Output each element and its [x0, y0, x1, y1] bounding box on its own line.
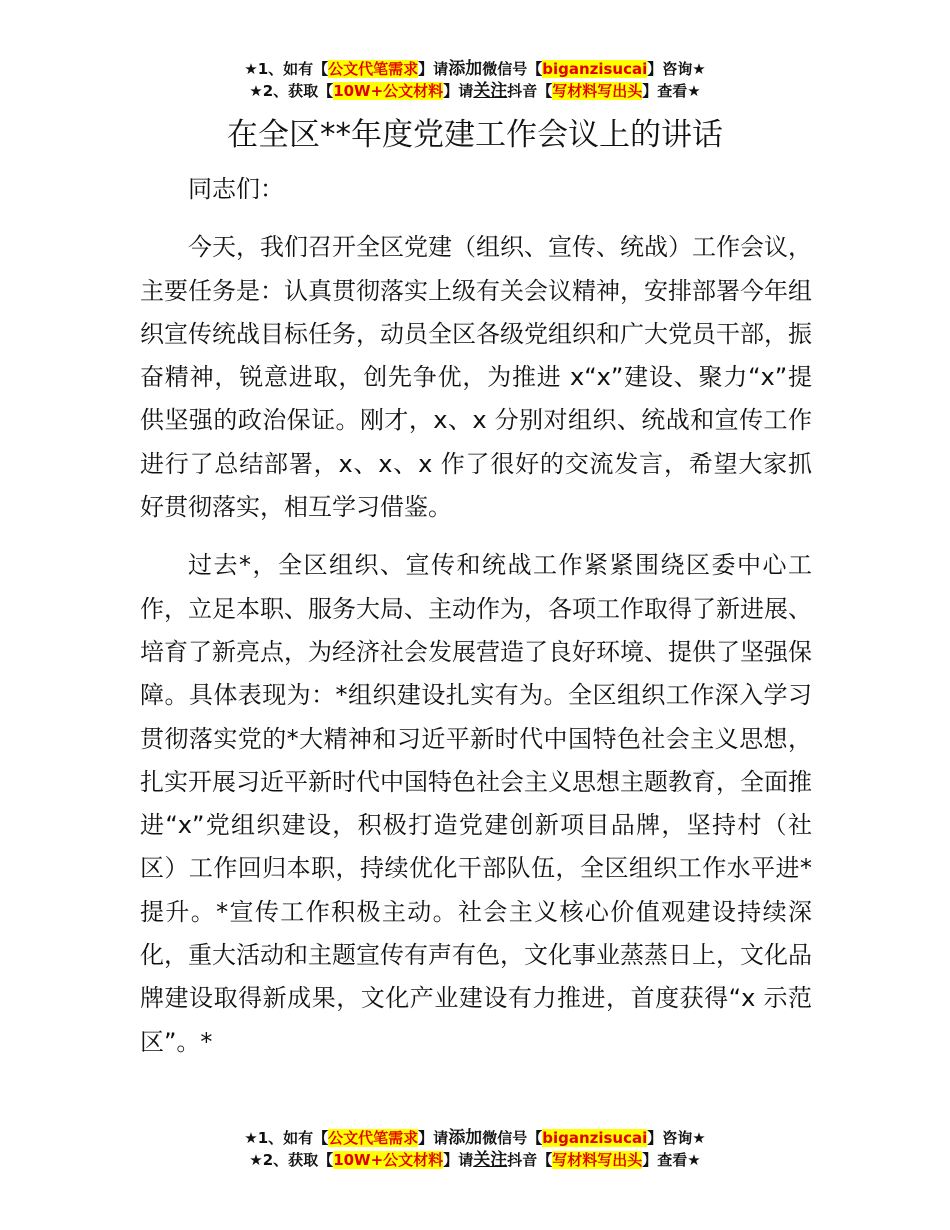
promo-add-text: 添加 [448, 1128, 483, 1148]
promo-highlight-materials: 10W+公文材料 [333, 1151, 444, 1169]
promo-line-2 [0, 1149, 950, 1171]
promo-line-1-suffix: 】咨询★ [647, 1129, 706, 1147]
promo-highlight-materials: 10W+公文材料 [333, 82, 444, 100]
promo-line-1-prefix: ★1、如有【 [244, 1129, 329, 1147]
promo-line-2-suffix: 】查看★ [642, 1151, 701, 1169]
promo-follow-text: 关注 [473, 1150, 508, 1170]
document-title: 在全区**年度党建工作会议上的讲话 [227, 117, 723, 153]
promo-line-1-mid1: 】请 [418, 60, 449, 78]
promo-follow-text: 关注 [473, 81, 508, 101]
promo-line-2-mid2: 抖音【 [507, 1151, 553, 1169]
promo-highlight-wechat-id: biganzisucai [542, 60, 648, 78]
promo-line-1-mid2: 微信号【 [482, 60, 543, 78]
promo-highlight-douyin: 写材料写出头 [552, 82, 643, 100]
promo-line-2-prefix: ★2、获取【 [249, 1151, 334, 1169]
promo-line-2-mid1: 】请 [443, 1151, 474, 1169]
promo-highlight-ghostwriting: 公文代笔需求 [328, 1129, 419, 1147]
paragraph-1: 今天，我们召开全区党建（组织、宣传、统战）工作会议，主要任务是：认真贯彻落实上级有关会议精神，安排部署今年组织宣传统战目标任务，动员全区各级党组织和广大党员干部，振奋精神，锐意进取，创先争优，为推进 x“x”建设、聚力“x”提供坚强的政治保证。刚才，x、x 分别对组织、统战和宣传工作进行了总结部署，x、x、x 作了很好的交流发言，希望大家抓好贯彻落实，相互学习借鉴。 [140, 233, 812, 522]
promo-line-2 [0, 80, 950, 102]
paragraph-2: 过去*，全区组织、宣传和统战工作紧紧围绕区委中心工作，立足本职、服务大局、主动作为，各项工作取得了新进展、培育了新亮点，为经济社会发展营造了良好环境、提供了坚强保障。具体表现为：*组织建设扎实有为。全区组织工作深入学习贯彻落实党的*大精神和习近平新时代中国特色社会主义思想，扎实开展习近平新时代中国特色社会主义思想主题教育，全面推进“x”党组织建设，积极打造党建创新项目品牌，坚持村（社区）工作回归本职，持续优化干部队伍，全区组织工作水平进*提升。*宣传工作积极主动。社会主义核心价值观建设持续深化，重大活动和主题宣传有声有色，文化事业蒸蒸日上，文化品牌建设取得新成果，文化产业建设有力推进，首度获得“x 示范区”。* [140, 551, 812, 1056]
top-promo-banner [0, 58, 950, 102]
promo-line-1-mid2: 微信号【 [482, 1129, 543, 1147]
salutation: 同志们： [188, 175, 284, 203]
promo-line-2-suffix: 】查看★ [642, 82, 701, 100]
bottom-promo-banner [0, 1127, 950, 1171]
promo-line-1-mid1: 】请 [418, 1129, 449, 1147]
promo-add-text: 添加 [448, 59, 483, 79]
promo-line-2-mid2: 抖音【 [507, 82, 553, 100]
document-body [140, 168, 812, 1064]
promo-line-1-prefix: ★1、如有【 [244, 60, 329, 78]
promo-line-1-suffix: 】咨询★ [647, 60, 706, 78]
promo-highlight-douyin: 写材料写出头 [552, 1151, 643, 1169]
promo-line-1 [0, 58, 950, 80]
promo-highlight-ghostwriting: 公文代笔需求 [328, 60, 419, 78]
promo-line-2-prefix: ★2、获取【 [249, 82, 334, 100]
promo-line-2-mid1: 】请 [443, 82, 474, 100]
promo-highlight-wechat-id: biganzisucai [542, 1129, 648, 1147]
promo-line-1 [0, 1127, 950, 1149]
